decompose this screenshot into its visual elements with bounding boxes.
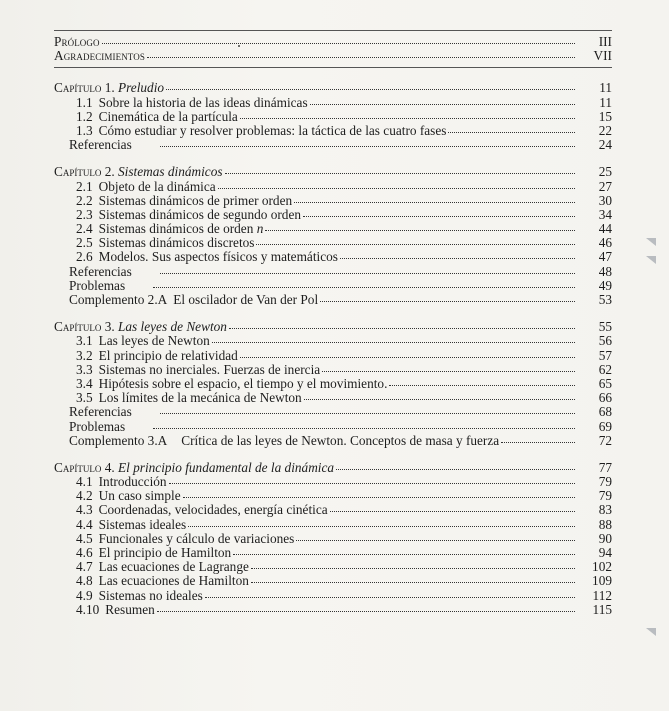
section-title: Introducción [98, 474, 167, 490]
complement-label [69, 293, 318, 307]
section-page: 65 [598, 375, 612, 391]
section-title: Hipótesis sobre el espacio, el tiempo y el movimiento. [98, 375, 388, 391]
chapter-label [54, 165, 223, 179]
chapter-label [54, 81, 164, 95]
leader-dots [251, 559, 575, 569]
section-label [76, 377, 387, 391]
section-entry[interactable] [54, 546, 612, 560]
section-page: 15 [598, 108, 612, 124]
leader-dots [310, 95, 575, 105]
section-page: 11 [599, 94, 612, 110]
chapter-page: 55 [598, 319, 612, 335]
section-title: Modelos. Sus aspectos físicos y matemáticos [98, 249, 338, 265]
scan-speck [238, 45, 240, 47]
leader-dots [205, 588, 575, 598]
leader-dots [160, 264, 575, 274]
section-title: Un caso simple [98, 488, 181, 504]
section-title: Objeto de la dinámica [98, 178, 216, 194]
chapter-block [54, 152, 612, 307]
chapter-list [54, 68, 612, 617]
leader-dots [229, 319, 575, 329]
extra-title: Referencias [69, 263, 132, 279]
section-page: 79 [598, 474, 612, 490]
section-entry[interactable] [54, 560, 612, 574]
extra-page: 69 [598, 418, 612, 434]
leader-dots [157, 602, 575, 612]
leader-dots [153, 278, 575, 288]
section-label [76, 546, 231, 560]
section-number: 4.2 [76, 488, 93, 504]
chapter-title: El principio fundamental de la dinámica [118, 459, 335, 475]
section-entry[interactable] [54, 334, 612, 348]
section-page: 62 [598, 361, 612, 377]
section-number: 4.5 [76, 530, 93, 546]
section-title: Funcionales y cálculo de variaciones [98, 530, 295, 546]
section-label [76, 560, 249, 574]
scan-mark-icon [646, 256, 656, 264]
section-number: 4.9 [76, 587, 93, 603]
chapter-number: Capítulo 3. [54, 319, 115, 335]
section-entry[interactable] [54, 391, 612, 405]
section-entry[interactable] [54, 349, 612, 363]
extra-page: 68 [598, 404, 612, 420]
leader-dots [183, 488, 575, 498]
section-title-italic: n [256, 221, 264, 237]
leader-dots [160, 404, 575, 414]
extra-page: 49 [598, 277, 612, 293]
section-page: 44 [598, 221, 612, 237]
section-number: 4.6 [76, 545, 93, 560]
chapter-number: Capítulo 4. [54, 459, 115, 475]
section-entry[interactable] [54, 503, 612, 517]
leader-dots [336, 460, 575, 470]
section-label [76, 208, 301, 222]
leader-dots [212, 333, 575, 343]
section-entry[interactable] [54, 518, 612, 532]
section-entry[interactable] [54, 475, 612, 489]
section-label [76, 110, 238, 124]
section-label [76, 124, 446, 138]
section-entry[interactable] [54, 532, 612, 546]
section-label [76, 349, 238, 363]
chapter-heading[interactable] [54, 165, 612, 179]
section-page: 47 [598, 249, 612, 265]
extra-entry[interactable] [54, 265, 612, 279]
complement-entry[interactable] [54, 293, 612, 307]
leader-dots [240, 348, 575, 358]
entry-title: Prólogo [54, 34, 100, 49]
section-label [76, 250, 338, 264]
complement-title: El oscilador de Van der Pol [173, 292, 319, 307]
entry-page: VII [593, 48, 612, 64]
section-entry[interactable] [54, 194, 612, 208]
section-entry[interactable] [54, 363, 612, 377]
chapter-page: 77 [598, 459, 612, 475]
section-label [76, 363, 320, 377]
complement-number: Complemento 3.A [69, 432, 168, 448]
section-label [76, 518, 186, 532]
section-page: 90 [598, 530, 612, 546]
section-title: Sistemas dinámicos de segundo orden [98, 206, 301, 222]
section-title: Sistemas dinámicos de primer orden [98, 192, 293, 208]
leader-dots [225, 164, 575, 174]
complement-title: Crítica de las leyes de Newton. Conceptos de masa y fuerza [181, 432, 500, 448]
chapter-block [54, 448, 612, 617]
section-page: 112 [592, 587, 612, 603]
section-title: Resumen [105, 601, 155, 617]
section-entry[interactable] [54, 574, 612, 588]
section-number: 2.1 [76, 178, 93, 194]
section-page: 34 [598, 206, 612, 222]
section-label [76, 96, 308, 110]
scan-mark-icon [646, 628, 656, 636]
complement-label [69, 434, 499, 448]
complement-number: Complemento 2.A [69, 292, 168, 307]
section-number: 4.7 [76, 559, 93, 575]
section-label [76, 391, 302, 405]
leader-dots [320, 292, 575, 302]
section-number: 3.3 [76, 361, 93, 377]
complement-page: 53 [598, 292, 612, 307]
leader-dots [256, 235, 575, 245]
complement-entry[interactable] [54, 434, 612, 448]
section-number: 1.1 [76, 94, 93, 110]
leader-dots [340, 249, 575, 259]
extra-page: 48 [598, 263, 612, 279]
section-number: 1.2 [76, 108, 93, 124]
section-title: Las ecuaciones de Hamilton [98, 573, 249, 589]
section-page: 27 [598, 178, 612, 194]
section-number: 4.4 [76, 516, 93, 532]
section-title: Las ecuaciones de Lagrange [98, 559, 249, 575]
leader-dots [294, 193, 575, 203]
chapter-heading[interactable] [54, 320, 612, 334]
leader-dots [448, 123, 575, 133]
leader-dots [501, 433, 575, 443]
leader-dots [389, 376, 575, 386]
section-page: 109 [592, 573, 612, 589]
leader-dots [322, 362, 575, 372]
section-number: 4.8 [76, 573, 93, 589]
section-entry[interactable] [54, 124, 612, 138]
section-title: Los límites de la mecánica de Newton [98, 390, 302, 406]
entry-title: Agradecimientos [54, 48, 145, 64]
section-title: Sobre la historia de las ideas dinámicas [98, 94, 308, 110]
section-title: Cinemática de la partícula [98, 108, 238, 124]
extra-title: Problemas [69, 277, 126, 293]
extra-entry[interactable] [54, 279, 612, 293]
section-label [76, 222, 263, 236]
section-entry[interactable] [54, 96, 612, 110]
section-title: Sistemas dinámicos de orden [98, 221, 257, 237]
chapter-block [54, 68, 612, 152]
chapter-label [54, 461, 334, 475]
section-label [76, 194, 292, 208]
section-title: El principio de Hamilton [98, 545, 232, 560]
section-label [76, 489, 181, 503]
section-page: 83 [598, 502, 612, 518]
section-entry[interactable] [54, 110, 612, 124]
section-title: Sistemas no ideales [98, 587, 203, 603]
section-entry[interactable] [54, 236, 612, 250]
chapter-label [54, 320, 227, 334]
section-title: Coordenadas, velocidades, energía cinética [98, 502, 328, 518]
leader-dots [153, 419, 575, 429]
extra-entry[interactable] [54, 420, 612, 434]
extra-page: 24 [598, 137, 612, 153]
extra-entry[interactable] [54, 138, 612, 152]
section-label [76, 532, 294, 546]
leader-dots [147, 48, 575, 58]
section-page: 66 [598, 390, 612, 406]
section-number: 2.2 [76, 192, 93, 208]
leader-dots [188, 517, 575, 527]
section-entry[interactable] [54, 208, 612, 222]
section-title: Sistemas dinámicos discretos [98, 235, 255, 251]
section-number: 2.6 [76, 249, 93, 265]
extra-title: Problemas [69, 418, 126, 434]
section-number: 4.10 [76, 601, 100, 617]
front-matter [54, 35, 612, 63]
chapter-number: Capítulo 1. [54, 80, 115, 96]
section-number: 1.3 [76, 122, 93, 138]
chapter-page: 25 [598, 164, 612, 180]
chapter-heading[interactable] [54, 461, 612, 475]
section-number: 3.5 [76, 390, 93, 406]
toc-entry-prologo[interactable] [54, 35, 612, 49]
section-number: 4.3 [76, 502, 93, 518]
chapter-number: Capítulo 2. [54, 164, 115, 180]
section-page: 115 [592, 601, 612, 617]
section-page: 46 [598, 235, 612, 251]
chapter-title: Preludio [118, 80, 165, 96]
section-entry[interactable] [54, 603, 612, 617]
section-entry[interactable] [54, 180, 612, 194]
section-page: 57 [598, 347, 612, 363]
section-number: 2.4 [76, 221, 93, 237]
chapter-heading[interactable] [54, 81, 612, 95]
section-title: Cómo estudiar y resolver problemas: la táctica de las cuatro fases [98, 122, 447, 138]
chapter-block [54, 307, 612, 448]
extra-title: Referencias [69, 404, 132, 420]
section-page: 102 [592, 559, 612, 575]
section-title: Las leyes de Newton [98, 333, 210, 349]
section-page: 30 [598, 192, 612, 208]
toc-entry-agradecimientos[interactable] [54, 49, 612, 63]
section-number: 3.4 [76, 375, 93, 391]
scan-mark-icon [646, 238, 656, 246]
section-title: Sistemas ideales [98, 516, 187, 532]
extra-entry[interactable] [54, 405, 612, 419]
section-page: 88 [598, 516, 612, 532]
section-number: 2.5 [76, 235, 93, 251]
section-label [76, 334, 210, 348]
section-entry[interactable] [54, 250, 612, 264]
leader-dots [240, 109, 575, 119]
chapter-title: Sistemas dinámicos [118, 164, 223, 180]
entry-page: III [598, 34, 612, 49]
leader-dots [233, 545, 575, 555]
section-label [76, 589, 203, 603]
section-entry[interactable] [54, 589, 612, 603]
leader-dots [330, 502, 575, 512]
table-of-contents [54, 30, 612, 617]
section-entry[interactable] [54, 222, 612, 236]
extra-title: Referencias [69, 137, 132, 153]
section-label [76, 603, 155, 617]
leader-dots [296, 531, 575, 541]
leader-dots [304, 390, 575, 400]
section-number: 2.3 [76, 206, 93, 222]
section-number: 3.2 [76, 347, 93, 363]
section-page: 94 [598, 545, 612, 560]
section-number: 4.1 [76, 474, 93, 490]
chapter-title: Las leyes de Newton [118, 319, 227, 335]
section-label [76, 475, 167, 489]
leader-dots [160, 137, 575, 147]
complement-page: 72 [598, 432, 612, 448]
section-page: 22 [598, 122, 612, 138]
section-number: 3.1 [76, 333, 93, 349]
section-label [76, 503, 328, 517]
leader-dots [251, 573, 575, 583]
section-page: 79 [598, 488, 612, 504]
section-entry[interactable] [54, 377, 612, 391]
section-title: Sistemas no inerciales. Fuerzas de inercia [98, 361, 321, 377]
leader-dots [303, 207, 575, 217]
leader-dots [102, 34, 575, 44]
leader-dots [265, 221, 575, 231]
section-page: 56 [598, 333, 612, 349]
chapter-page: 11 [599, 80, 612, 96]
leader-dots [169, 474, 575, 484]
leader-dots [166, 80, 575, 90]
section-label [76, 574, 249, 588]
section-entry[interactable] [54, 489, 612, 503]
section-title: El principio de relatividad [98, 347, 238, 363]
section-label [76, 236, 254, 250]
leader-dots [218, 179, 575, 189]
section-label [76, 180, 216, 194]
